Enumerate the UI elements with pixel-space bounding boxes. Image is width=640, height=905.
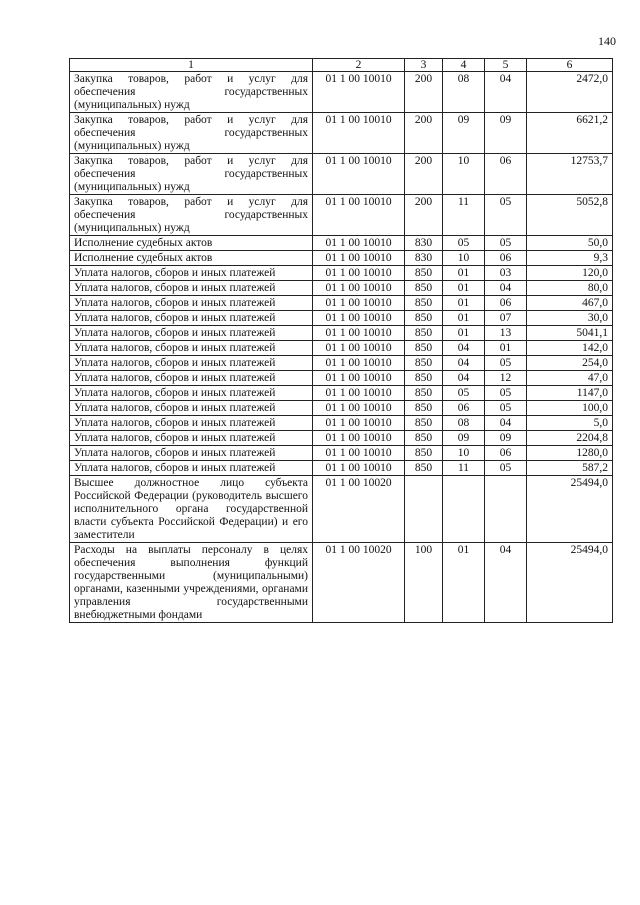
table-row <box>70 266 613 281</box>
row-col5-cell: 03 <box>485 266 527 281</box>
row-code-cell: 01 1 00 10010 <box>313 326 405 341</box>
row-col3-cell: 830 <box>405 251 443 266</box>
row-col3-cell <box>405 476 443 543</box>
row-col5-cell: 05 <box>485 401 527 416</box>
row-code-cell: 01 1 00 10020 <box>313 543 405 623</box>
row-col3-cell: 850 <box>405 341 443 356</box>
row-amount-cell: 25494,0 <box>527 543 613 623</box>
table-row <box>70 371 613 386</box>
row-col3-cell: 100 <box>405 543 443 623</box>
page-number: 140 <box>598 34 616 48</box>
row-name-cell: Уплата налогов, сборов и иных платежей <box>70 356 313 371</box>
row-amount-cell: 6621,2 <box>527 113 613 154</box>
row-col5-cell: 05 <box>485 386 527 401</box>
row-name-cell: Уплата налогов, сборов и иных платежей <box>70 371 313 386</box>
row-code-cell: 01 1 00 10010 <box>313 356 405 371</box>
row-code-cell: 01 1 00 10010 <box>313 195 405 236</box>
row-name-cell: Закупка товаров, работ и услуг для обеспечения государственных (муниципальных) нужд <box>70 113 313 154</box>
row-col3-cell: 850 <box>405 401 443 416</box>
row-col5-cell <box>485 476 527 543</box>
row-col3-cell: 850 <box>405 446 443 461</box>
row-amount-cell: 1280,0 <box>527 446 613 461</box>
row-col3-cell: 850 <box>405 431 443 446</box>
row-col4-cell: 11 <box>443 461 485 476</box>
row-col4-cell: 04 <box>443 341 485 356</box>
table-row <box>70 461 613 476</box>
row-code-cell: 01 1 00 10010 <box>313 251 405 266</box>
row-col4-cell: 10 <box>443 446 485 461</box>
row-col4-cell: 01 <box>443 266 485 281</box>
row-col5-cell: 04 <box>485 281 527 296</box>
table-row <box>70 296 613 311</box>
row-amount-cell: 50,0 <box>527 236 613 251</box>
row-name-cell: Закупка товаров, работ и услуг для обеспечения государственных (муниципальных) нужд <box>70 195 313 236</box>
row-code-cell: 01 1 00 10010 <box>313 154 405 195</box>
row-name-cell: Уплата налогов, сборов и иных платежей <box>70 311 313 326</box>
row-col4-cell: 01 <box>443 326 485 341</box>
row-col4-cell: 05 <box>443 386 485 401</box>
row-col5-cell: 05 <box>485 356 527 371</box>
row-code-cell: 01 1 00 10010 <box>313 266 405 281</box>
row-col3-cell: 850 <box>405 266 443 281</box>
header-col-5: 5 <box>485 59 527 72</box>
budget-table <box>69 58 613 623</box>
table-row <box>70 251 613 266</box>
row-amount-cell: 2204,8 <box>527 431 613 446</box>
row-col3-cell: 200 <box>405 72 443 113</box>
header-row <box>70 59 613 72</box>
row-code-cell: 01 1 00 10010 <box>313 416 405 431</box>
row-col3-cell: 850 <box>405 461 443 476</box>
row-code-cell: 01 1 00 10010 <box>313 431 405 446</box>
row-col3-cell: 200 <box>405 113 443 154</box>
row-name-cell: Уплата налогов, сборов и иных платежей <box>70 341 313 356</box>
row-name-cell: Уплата налогов, сборов и иных платежей <box>70 431 313 446</box>
row-name-cell: Закупка товаров, работ и услуг для обеспечения государственных (муниципальных) нужд <box>70 72 313 113</box>
row-name-cell: Уплата налогов, сборов и иных платежей <box>70 326 313 341</box>
table-row <box>70 311 613 326</box>
row-col5-cell: 12 <box>485 371 527 386</box>
row-name-cell: Исполнение судебных актов <box>70 236 313 251</box>
row-col3-cell: 850 <box>405 356 443 371</box>
row-col3-cell: 850 <box>405 296 443 311</box>
row-col4-cell: 09 <box>443 431 485 446</box>
row-col4-cell: 01 <box>443 543 485 623</box>
row-name-cell: Закупка товаров, работ и услуг для обеспечения государственных (муниципальных) нужд <box>70 154 313 195</box>
row-col5-cell: 04 <box>485 72 527 113</box>
header-col-6: 6 <box>527 59 613 72</box>
row-col5-cell: 05 <box>485 195 527 236</box>
row-col3-cell: 850 <box>405 281 443 296</box>
row-col4-cell: 01 <box>443 311 485 326</box>
row-col5-cell: 06 <box>485 296 527 311</box>
row-col4-cell <box>443 476 485 543</box>
header-col-1: 1 <box>70 59 313 72</box>
table-row <box>70 386 613 401</box>
row-amount-cell: 47,0 <box>527 371 613 386</box>
row-col3-cell: 850 <box>405 371 443 386</box>
row-name-cell: Уплата налогов, сборов и иных платежей <box>70 461 313 476</box>
row-col4-cell: 10 <box>443 154 485 195</box>
row-code-cell: 01 1 00 10010 <box>313 461 405 476</box>
row-col4-cell: 08 <box>443 72 485 113</box>
row-col5-cell: 07 <box>485 311 527 326</box>
table-row <box>70 341 613 356</box>
row-col4-cell: 06 <box>443 401 485 416</box>
table-row <box>70 476 613 543</box>
row-amount-cell: 25494,0 <box>527 476 613 543</box>
row-code-cell: 01 1 00 10010 <box>313 371 405 386</box>
row-amount-cell: 80,0 <box>527 281 613 296</box>
table-row <box>70 195 613 236</box>
table-row <box>70 416 613 431</box>
row-name-cell: Уплата налогов, сборов и иных платежей <box>70 281 313 296</box>
row-amount-cell: 142,0 <box>527 341 613 356</box>
table-row <box>70 113 613 154</box>
row-col4-cell: 11 <box>443 195 485 236</box>
row-name-cell: Исполнение судебных актов <box>70 251 313 266</box>
row-col4-cell: 04 <box>443 371 485 386</box>
header-col-4: 4 <box>443 59 485 72</box>
header-col-3: 3 <box>405 59 443 72</box>
row-amount-cell: 254,0 <box>527 356 613 371</box>
row-code-cell: 01 1 00 10010 <box>313 296 405 311</box>
row-code-cell: 01 1 00 10010 <box>313 72 405 113</box>
row-col3-cell: 830 <box>405 236 443 251</box>
table-row <box>70 281 613 296</box>
table-body <box>70 72 613 623</box>
table-row <box>70 236 613 251</box>
row-amount-cell: 9,3 <box>527 251 613 266</box>
table-row <box>70 543 613 623</box>
row-col5-cell: 09 <box>485 113 527 154</box>
row-name-cell: Уплата налогов, сборов и иных платежей <box>70 416 313 431</box>
row-amount-cell: 5052,8 <box>527 195 613 236</box>
row-col5-cell: 13 <box>485 326 527 341</box>
row-col4-cell: 01 <box>443 296 485 311</box>
row-col5-cell: 01 <box>485 341 527 356</box>
table-row <box>70 431 613 446</box>
row-col3-cell: 850 <box>405 326 443 341</box>
row-col4-cell: 08 <box>443 416 485 431</box>
table-row <box>70 401 613 416</box>
row-amount-cell: 100,0 <box>527 401 613 416</box>
row-col4-cell: 01 <box>443 281 485 296</box>
row-col5-cell: 05 <box>485 236 527 251</box>
row-amount-cell: 587,2 <box>527 461 613 476</box>
row-col5-cell: 06 <box>485 154 527 195</box>
row-code-cell: 01 1 00 10010 <box>313 401 405 416</box>
row-col4-cell: 05 <box>443 236 485 251</box>
row-name-cell: Расходы на выплаты персоналу в целях обеспечения выполнения функций государственными (муниципальными) органами, казенными учреждениями, органами управления государственными внебюджетными фондами <box>70 543 313 623</box>
row-col5-cell: 04 <box>485 416 527 431</box>
table-row <box>70 154 613 195</box>
row-col5-cell: 06 <box>485 251 527 266</box>
table-row <box>70 72 613 113</box>
row-code-cell: 01 1 00 10010 <box>313 113 405 154</box>
row-col5-cell: 05 <box>485 461 527 476</box>
row-col4-cell: 04 <box>443 356 485 371</box>
header-col-2: 2 <box>313 59 405 72</box>
row-amount-cell: 120,0 <box>527 266 613 281</box>
row-col3-cell: 200 <box>405 154 443 195</box>
row-col5-cell: 09 <box>485 431 527 446</box>
row-name-cell: Уплата налогов, сборов и иных платежей <box>70 446 313 461</box>
row-code-cell: 01 1 00 10020 <box>313 476 405 543</box>
row-amount-cell: 30,0 <box>527 311 613 326</box>
row-col3-cell: 200 <box>405 195 443 236</box>
table-row <box>70 326 613 341</box>
row-name-cell: Уплата налогов, сборов и иных платежей <box>70 401 313 416</box>
row-col3-cell: 850 <box>405 386 443 401</box>
row-code-cell: 01 1 00 10010 <box>313 281 405 296</box>
table-row <box>70 356 613 371</box>
row-col5-cell: 04 <box>485 543 527 623</box>
row-name-cell: Уплата налогов, сборов и иных платежей <box>70 386 313 401</box>
row-amount-cell: 467,0 <box>527 296 613 311</box>
row-code-cell: 01 1 00 10010 <box>313 446 405 461</box>
row-code-cell: 01 1 00 10010 <box>313 236 405 251</box>
row-col4-cell: 10 <box>443 251 485 266</box>
row-col3-cell: 850 <box>405 416 443 431</box>
row-amount-cell: 5,0 <box>527 416 613 431</box>
row-code-cell: 01 1 00 10010 <box>313 311 405 326</box>
row-amount-cell: 12753,7 <box>527 154 613 195</box>
row-col4-cell: 09 <box>443 113 485 154</box>
row-name-cell: Уплата налогов, сборов и иных платежей <box>70 296 313 311</box>
table-row <box>70 446 613 461</box>
row-amount-cell: 5041,1 <box>527 326 613 341</box>
row-col5-cell: 06 <box>485 446 527 461</box>
row-col3-cell: 850 <box>405 311 443 326</box>
row-amount-cell: 2472,0 <box>527 72 613 113</box>
row-name-cell: Уплата налогов, сборов и иных платежей <box>70 266 313 281</box>
row-code-cell: 01 1 00 10010 <box>313 341 405 356</box>
row-amount-cell: 1147,0 <box>527 386 613 401</box>
row-code-cell: 01 1 00 10010 <box>313 386 405 401</box>
row-name-cell: Высшее должностное лицо субъекта Российской Федерации (руководитель высшего исполнительного органа государственной власти субъекта Российской Федерации) и его заместители <box>70 476 313 543</box>
